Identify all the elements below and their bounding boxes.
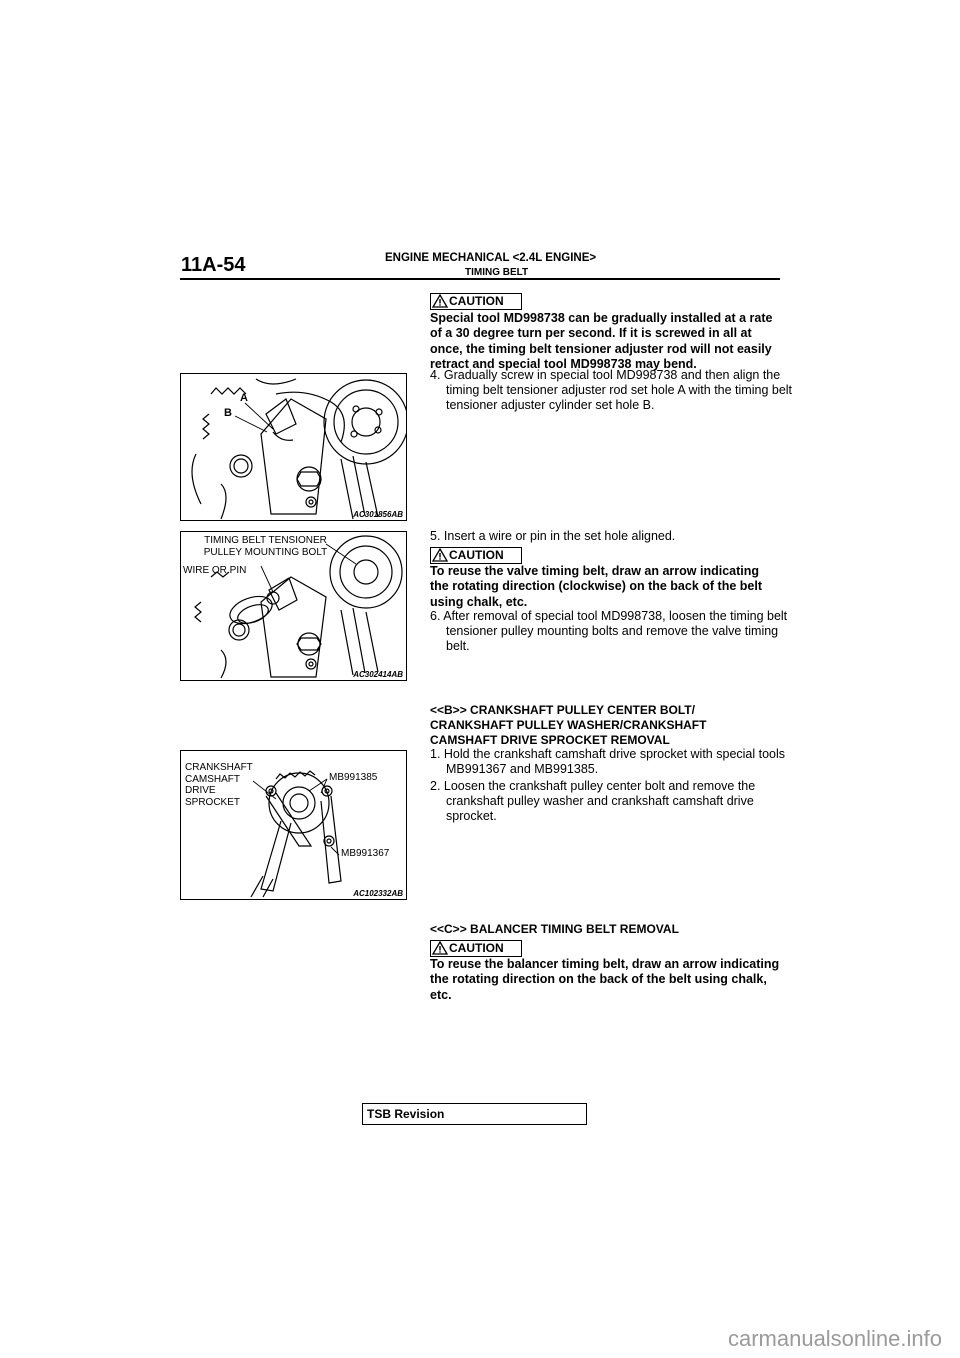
caution-text-3: To reuse the balancer timing belt, draw an arrow indicating the rotating direction on the back of the belt using chalk, etc. (430, 957, 780, 1002)
step-1: 1. Hold the crankshaft camshaft drive sprocket with special tools MB991367 and MB991385. (430, 747, 786, 776)
figure-3-label-sprocket (185, 762, 257, 808)
caution-box-1 (430, 293, 522, 310)
figure-2-label-wire: WIRE OR PIN (183, 565, 247, 576)
sprocket-label-text: CRANKSHAFT CAMSHAFT DRIVE SPROCKET (185, 762, 253, 808)
figure-1-illustration (181, 374, 406, 520)
step-6: 6. After removal of special tool MD998738, loosen the timing belt tensioner pulley mounting bolts and remove the valve timing belt. (430, 609, 788, 653)
warning-icon (432, 293, 448, 309)
tsb-revision-label: TSB Revision (367, 1107, 445, 1121)
caution-text-1: Special tool MD998738 can be gradually installed at a rate of a 30 degree turn per second. If it is screwed in all at once, the timing belt tensioner adjuster rod will not easily retract and special tool MD998738 may bend. (430, 311, 773, 371)
figure-1-label-a: A (240, 392, 248, 404)
figure-2-code: AC302414AB (353, 670, 403, 679)
caution-box-2 (430, 547, 522, 564)
figure-3-label-tool2: MB991367 (341, 848, 390, 859)
figure-1-label-b: B (224, 407, 232, 419)
warning-icon (432, 547, 448, 563)
warning-icon (432, 940, 448, 956)
figure-sprocket-holding (180, 750, 407, 900)
section-heading-b: <<B>> CRANKSHAFT PULLEY CENTER BOLT/ CRANKSHAFT PULLEY WASHER/CRANKSHAFT CAMSHAFT DRIVE SPROCKET REMOVAL (430, 703, 707, 747)
caution-box-3 (430, 940, 522, 957)
step-5: 5. Insert a wire or pin in the set hole aligned. (430, 529, 676, 543)
figure-3-code: AC102332AB (353, 889, 403, 898)
figure-tensioner-set-holes (180, 373, 407, 521)
watermark: carmanualsonline.info (727, 1326, 942, 1351)
step-4: 4. Gradually screw in special tool MD998738 and then align the timing belt tensioner adjuster rod set hole A with the timing belt tensioner adjuster cylinder set hole B. (430, 368, 793, 412)
figure-3-label-tool1: MB991385 (329, 772, 378, 783)
page-number: 11A-54 (181, 254, 246, 276)
figure-2-label-tensioner: TIMING BELT TENSIONER PULLEY MOUNTING BOLT (203, 535, 328, 558)
caution-label: CAUTION (449, 294, 504, 308)
step-2: 2. Loosen the crankshaft pulley center bolt and remove the crankshaft pulley washer and crankshaft camshaft drive sprocket. (430, 779, 756, 823)
section-heading-c: <<C>> BALANCER TIMING BELT REMOVAL (430, 922, 679, 936)
caution-label: CAUTION (449, 941, 504, 955)
tsb-revision-box (362, 1103, 587, 1125)
figure-1-code: AC301856AB (353, 510, 403, 519)
caution-label: CAUTION (449, 548, 504, 562)
section-subtitle: TIMING BELT (465, 267, 529, 278)
section-title: ENGINE MECHANICAL <2.4L ENGINE> (385, 252, 597, 264)
caution-text-2: To reuse the valve timing belt, draw an arrow indicating the rotating direction (clockwise) on the back of the belt using chalk, etc. (430, 564, 762, 609)
header-divider (180, 278, 780, 280)
figure-wire-insertion (180, 531, 407, 681)
